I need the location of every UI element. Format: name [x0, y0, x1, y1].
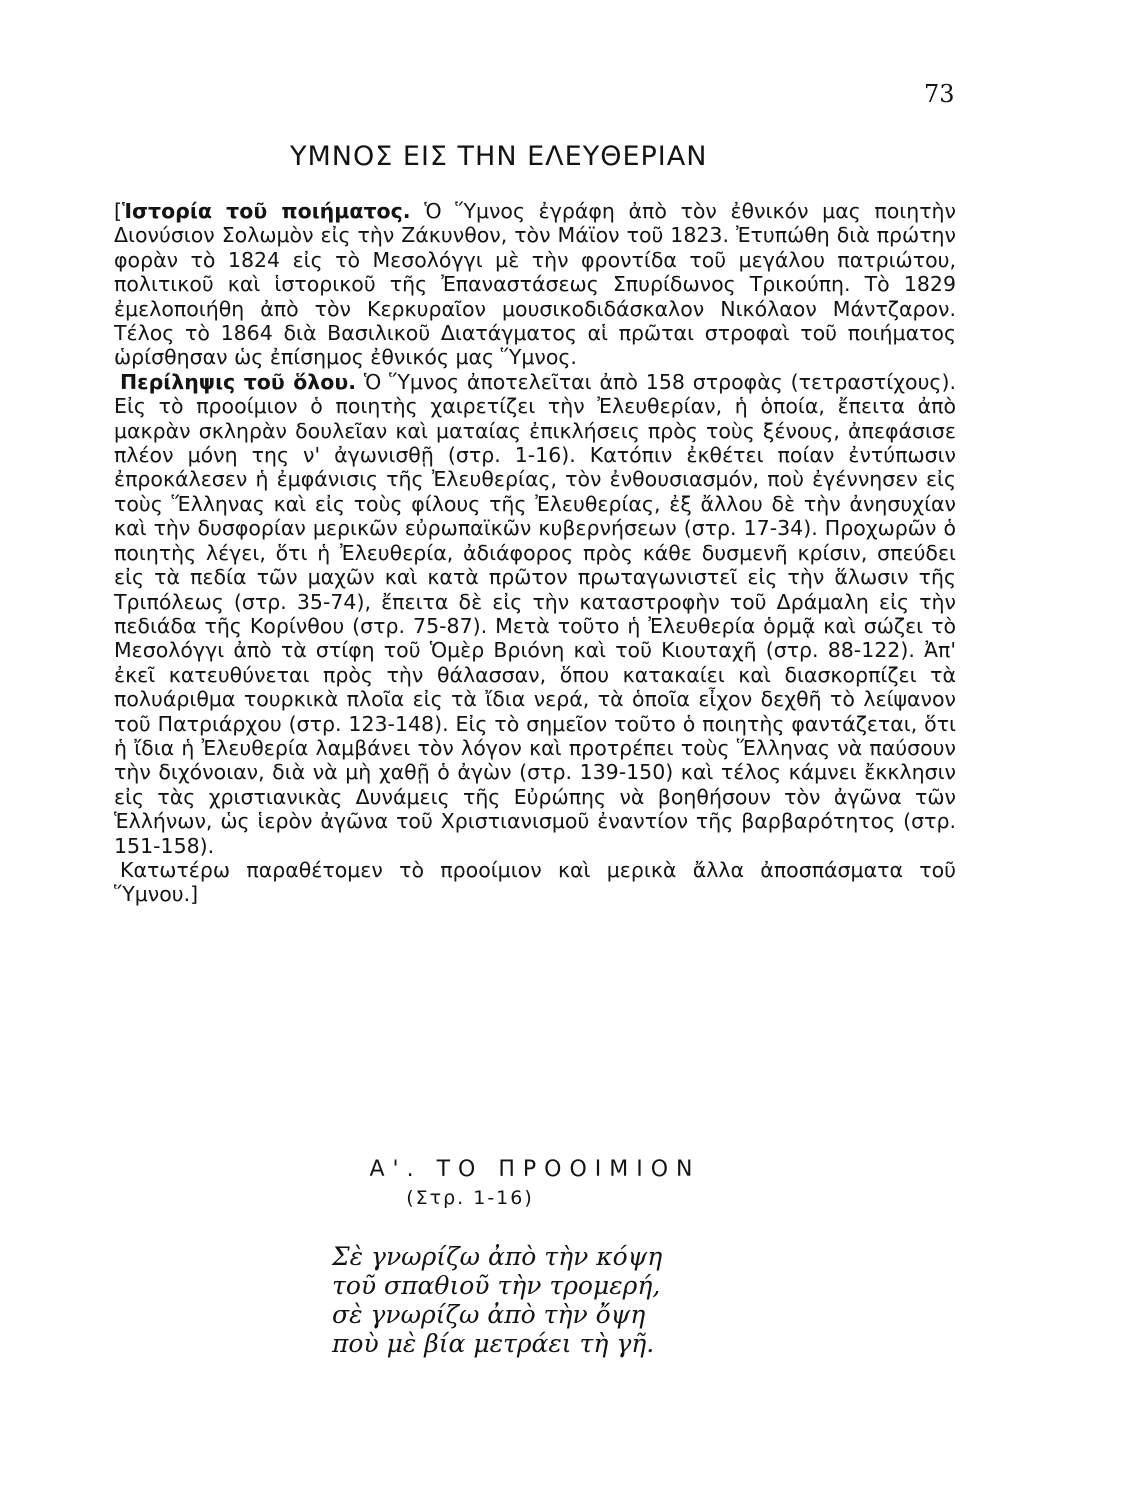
section-range: (Στρ. 1-16): [406, 1187, 534, 1209]
open-bracket: [: [114, 199, 122, 223]
page-number: 73: [924, 80, 955, 108]
poem-line: σὲ γνωρίζω ἀπὸ τὴν ὄψη: [332, 1300, 646, 1329]
history-text: Ὁ Ὕμνος ἐγράφη ἀπὸ τὸν ἐθνικόν μας ποιητὴν Διονύσιον Σολωμὸν εἰς τὴν Ζάκυνθον, τὸν Μάϊον τοῦ 1823. Ἐτυπώθη διὰ πρώτην φορὰν τὸ 1824 εἰς τὸ Μεσολόγγι μὲ τὴν φροντίδα τοῦ μεγάλου πατριώτου, πολιτικοῦ καὶ ἱστορικοῦ τῆς Ἐπαναστάσεως Σπυρίδωνος Τρικούπη. Τὸ 1829 ἐμελοποιήθη ἀπὸ τὸν Κερκυραῖον μουσικοδιδάσκαλον Νικόλαον Μάντζαρον. Τέλος τὸ 1864 διὰ Βασιλικοῦ Διατάγματος αἱ πρῶται στροφαὶ τοῦ ποιήματος ὡρίσθησαν ὡς ἐπίσημος ἐθνικός μας Ὕμνος.: [114, 199, 956, 370]
history-label: Ἱστορία τοῦ ποιήματος.: [122, 199, 411, 223]
section-heading: Α'. ΤΟ ΠΡΟΟΙΜΙΟΝ: [369, 1157, 701, 1182]
close-bracket: ]: [190, 882, 199, 907]
poem-line: Σὲ γνωρίζω ἀπὸ τὴν κόψη: [332, 1242, 663, 1271]
summary-paragraph: [114, 370, 956, 858]
summary-label: Περίληψις τοῦ ὅλου.: [120, 369, 356, 394]
history-paragraph: [114, 199, 956, 370]
poem-line: ποὺ μὲ βία μετράει τὴ γῆ.: [332, 1329, 655, 1358]
closing-text: Κατωτέρω παραθέτομεν τὸ προοίμιον καὶ μερικὰ ἄλλα ἀποσπάσματα τοῦ Ὕμνου.: [114, 857, 956, 907]
closing-paragraph: [114, 858, 956, 907]
poem-stanza: [332, 1242, 662, 1358]
introduction-text: [114, 199, 956, 907]
poem-line: τοῦ σπαθιοῦ τὴν τρομερή,: [332, 1271, 661, 1300]
page-title: ΥΜΝΟΣ ΕΙΣ ΤΗΝ ΕΛΕΥΘΕΡΙΑΝ: [290, 141, 708, 172]
summary-text: Ὁ Ὕμνος ἀποτελεῖται ἀπὸ 158 στροφὰς (τετραστίχους). Εἰς τὸ προοίμιον ὁ ποιητὴς χαιρετίζει τὴν Ἐλευθερίαν, ἡ ὁποία, ἔπειτα ἀπὸ μακρὰν σκληρὰν δουλεῖαν καὶ ματαίας ἐπικλήσεις πρὸς τοὺς ξένους, ἀπεφάσισε πλέον μόνη της ν' ἀγωνισθῇ (στρ. 1-16). Κατόπιν ἐκθέτει ποίαν ἐντύπωσιν ἐπροκάλεσεν ἡ ἐμφάνισις τῆς Ἐλευθερίας, τὸν ἐνθουσιασμόν, ποὺ ἐγέννησεν εἰς τοὺς Ἕλληνας καὶ εἰς τοὺς φίλους τῆς Ἐλευθερίας, ἐξ ἄλλου δὲ τὴν ἀνησυχίαν καὶ τὴν δυσφορίαν μερικῶν εὐρωπαϊκῶν κυβερνήσεων (στρ. 17-34). Προχωρῶν ὁ ποιητὴς λέγει, ὅτι ἡ Ἐλευθερία, ἀδιάφορος πρὸς κάθε δυσμενῆ κρίσιν, σπεύδει εἰς τὰ πεδία τῶν μαχῶν καὶ κατὰ πρῶτον πρωταγωνιστεῖ εἰς τὴν ἅλωσιν τῆς Τριπόλεως (στρ. 35-74), ἔπειτα δὲ εἰς τὴν καταστροφὴν τοῦ Δράμαλη εἰς τὴν πεδιάδα τῆς Κορίνθου (στρ. 75-87). Μετὰ τοῦτο ἡ Ἐλευθερία ὁρμᾷ καὶ σώζει τὸ Μεσολόγγι ἀπὸ τὰ στίφη τοῦ Ὁμὲρ Βριόνη καὶ τοῦ Κιουταχῆ (στρ. 88-122). Ἀπ' ἐκεῖ κατευθύνεται πρὸς τὴν θάλασσαν, ὅπου κατακαίει καὶ διασκορπίζει τὰ πολυάριθμα τουρκικὰ πλοῖα εἰς τὰ ἴδια νερά, τὰ ὁποῖα εἶχον δεχθῆ τὸ λείψανον τοῦ Πατριάρχου (στρ. 123-148). Εἰς τὸ σημεῖον τοῦτο ὁ ποιητὴς φαντάζεται, ὅτι ἡ ἴδια ἡ Ἐλευθερία λαμβάνει τὸν λόγον καὶ προτρέπει τοὺς Ἕλληνας νὰ παύσουν τὴν διχόνοιαν, διὰ νὰ μὴ χαθῇ ὁ ἀγὼν (στρ. 139-150) καὶ τέλος κάμνει ἔκκλησιν εἰς τὰς χριστιανικὰς Δυνάμεις τῆς Εὐρώπης νὰ βοηθήσουν τὸν ἀγῶνα τῶν Ἑλλήνων, ὡς ἱερὸν ἀγῶνα τοῦ Χριστιανισμοῦ ἐναντίον τῆς βαρβαρότητος (στρ. 151-158).: [114, 369, 956, 858]
